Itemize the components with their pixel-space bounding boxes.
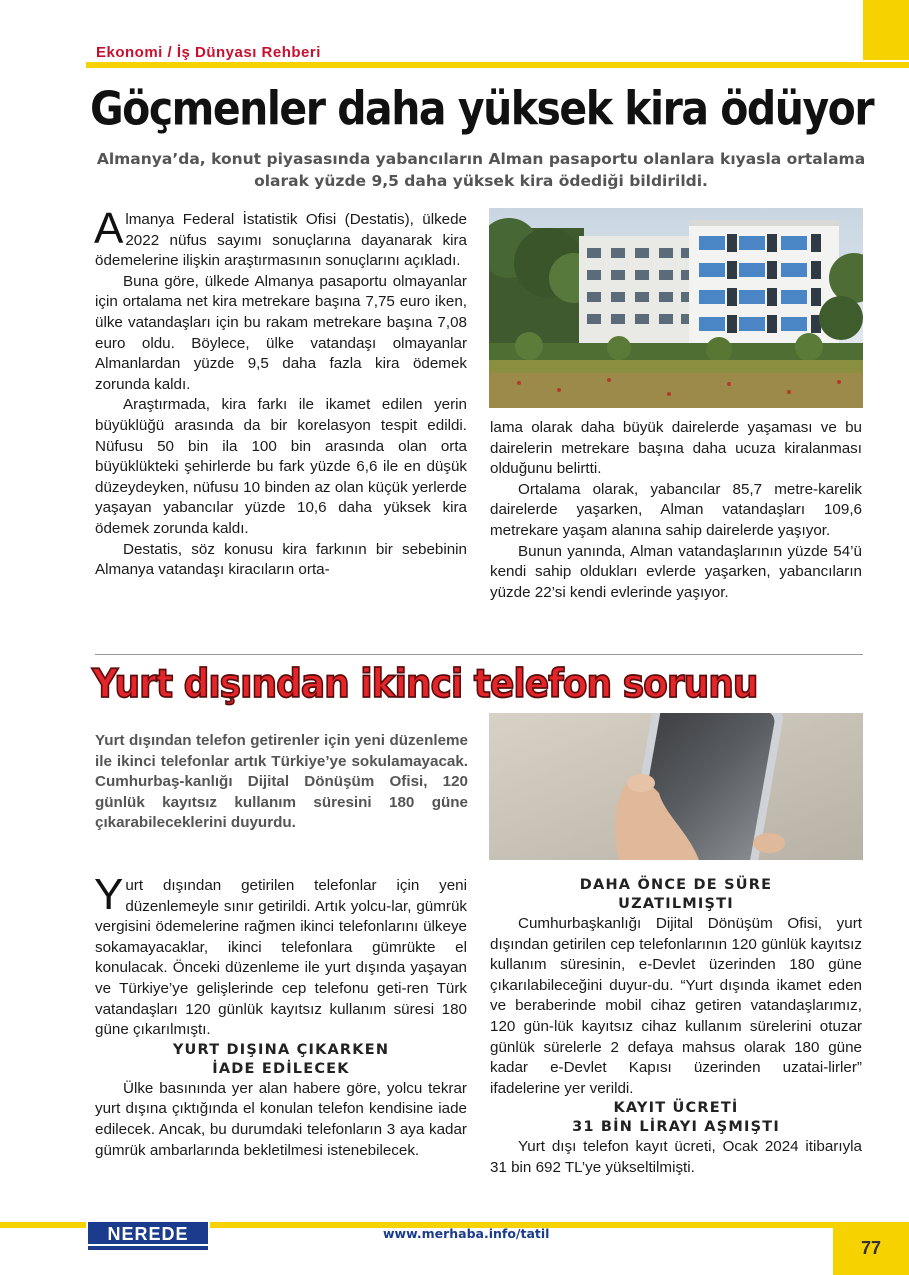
article-divider — [95, 654, 863, 655]
article2-lead: Yurt dışından telefon getirenler için yeni düzenleme ile ikinci telefonlar artık Türkiye’ye sokulamayacak. Cumhurbaş-kanlığı Dijital Dönüşüm Ofisi, 120 günlük kayıtsız kullanım süresini 180 güne çıkarabileceklerini duyurdu. — [95, 732, 468, 832]
nerede-logo — [86, 1218, 210, 1252]
subheading: YURT DIŞINA ÇIKARKEN İADE EDİLECEK — [172, 1041, 390, 1077]
subheading: KAYIT ÜCRETİ 31 BİN LİRAYI AŞMIŞTI — [572, 1100, 780, 1136]
drop-cap: A — [94, 204, 124, 253]
article1-paragraph: Araştırmada, kira farkı ile ikamet edilen yerin büyüklüğü arasında da bir korelasyon tespit edildi. Nüfusu 50 bin ila 100 bin arasında olan orta büyüklükteki şehirlerde bu fark yüzde 6,6 ile en düşük düzeydeyken, nüfusu 10 binden az olan küçük yerlerde yaşayan yabancılar yüzde 10,6 daha yüksek kira ödemek zorunda kaldı. — [95, 396, 467, 537]
article1-paragraph: Almanya Federal İstatistik Ofisi (Destatis), ülkede 2022 nüfus sayımı sonuçlarına dayanarak kira ödemelerine ilişkin araştırmasının sonuçlarını açıkladı. — [94, 204, 467, 270]
article1-paragraph: lama olarak daha büyük dairelerde yaşaması ve bu dairelerin metrekare başına daha ucuza kiralanması olduğunu belirtti. — [490, 419, 862, 478]
drop-cap: Y — [94, 870, 124, 919]
article2-paragraph: Ülke basınında yer alan habere göre, yolcu tekrar yurt dışına çıktığında el konulan telefon kendisine iade edilecek. Ancak, bu durumdaki telefonların 3 aya kadar gümrük ambarlarında bekletilmesi istenebilecek. — [95, 1079, 467, 1159]
article2-paragraph: Yurt dışı telefon kayıt ücreti, Ocak 2024 itibarıyla 31 bin 692 TL’ye yükseltilmişti. — [490, 1138, 862, 1176]
subheading: DAHA ÖNCE DE SÜRE UZATILMIŞTI — [579, 877, 773, 912]
article1-column-right — [490, 418, 862, 603]
article1-column-left — [94, 204, 467, 581]
header-accent-block — [863, 0, 909, 60]
header-rule — [86, 62, 909, 68]
article1-paragraph: Bunun yanında, Alman vatandaşlarının yüzde 54’ü kendi sahip oldukları evlerde yaşarken, yabancıların yüzde 22’si kendi evlerinde yaşıyor. — [490, 542, 862, 601]
article2-paragraph: Yurt dışından getirilen telefonlar için yeni düzenlemeyle sınır getirildi. Artık yolcu-lar, gümrük vergisini ödemelerine rağmen ikinci telefonlarını ülkeye sokamayacaklar, ikinci telefonlara gümrükte el konulacak. Önceki düzenleme ile yurt dışında yaşayan ve Türkiye’ye gelişlerinde cep telefonu geti-ren Türk vatandaşları 120 günlük kayıtsız kullanım süresi 180 güne çıkarılmıştı. — [94, 870, 467, 1039]
article1-paragraph: Destatis, söz konusu kira farkının bir sebebinin Almanya vatandaşı kiracıların orta- — [95, 540, 467, 579]
svg-text:NEREDE: NEREDE — [107, 1224, 189, 1244]
article2-title: Yurt dışından ikinci telefon sorunu — [92, 662, 758, 708]
smartphone-in-hand-photo — [489, 713, 863, 860]
section-label: Ekonomi / İş Dünyası Rehberi — [96, 44, 321, 61]
article-subhead: Almanya’da, konut piyasasında yabancıların Alman pasaportu olanlara kıyasla ortalama olarak yüzde 9,5 daha yüksek kira ödediği bildirildi. — [96, 150, 866, 190]
article2-paragraph: Cumhurbaşkanlığı Dijital Dönüşüm Ofisi, yurt dışından getirilen cep telefonlarının 120 günlük kayıtsız kullanım süresinin, e-Devlet üzerinden 180 güne çıkarılabileceğini duyur-du. “Yurt dışında ikamet eden ve beraberinde mobil cihaz getiren vatandaşlarımız, 120 gün-lük kayıtsız cihaz kullanım sürelerini otuzar günlük sürelerle 2 defaya mahsus olarak 180 güne kadar e-Devlet Kapısı üzerinden uzatai-lirler” ifadelerine yer verildi. — [490, 915, 862, 1097]
apartment-buildings-photo — [489, 208, 863, 408]
article2-column-right — [490, 876, 862, 1179]
footer-url-link[interactable]: www.merhaba.info/tatil — [383, 1226, 550, 1241]
article1-paragraph: Buna göre, ülkede Almanya pasaportu olmayanlar için ortalama net kira metrekare başına 7,75 euro iken, ülke vatandaşları için bu rakam metrekare başına 7,08 euro oldu. Böylece, ülke vatandaşı olmayanlar Almanlardan yüzde 9,5 daha fazla kira ödemek zorunda kaldı. — [95, 272, 467, 393]
article1-paragraph: Ortalama olarak, yabancılar 85,7 metre-karelik dairelerde yaşarken, Alman vatandaşları 109,6 metrekare yaşam alanına sahip dairelerde yaşıyor. — [490, 480, 862, 539]
article2-column-left — [94, 870, 467, 1161]
page-number: 77 — [860, 1238, 882, 1258]
page-title: Göçmenler daha yüksek kira ödüyor — [90, 82, 874, 136]
